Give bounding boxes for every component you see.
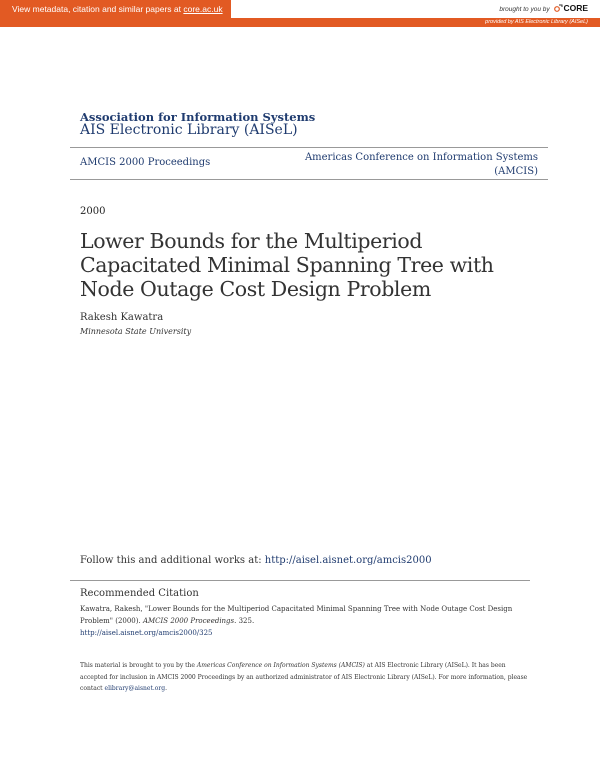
citation-journal: AMCIS 2000 Proceedings: [142, 617, 235, 625]
follow-link[interactable]: http://aisel.aisnet.org/amcis2000: [264, 555, 432, 566]
core-link-domain[interactable]: core.ac.uk: [183, 4, 223, 14]
association-name[interactable]: Association for Information Systems: [80, 110, 316, 124]
citation-heading: Recommended Citation: [80, 588, 199, 599]
divider-citation: [70, 580, 530, 581]
core-provided-bar: [0, 18, 600, 27]
notice-venue: Americas Conference on Information Systems (AMCIS): [196, 662, 365, 669]
conference-line-1: Americas Conference on Information Systems: [304, 152, 538, 163]
core-banner: [0, 0, 600, 18]
brought-by-text: brought to you by: [499, 6, 550, 13]
notice-part-2: at AIS Electronic Library (AISeL). It has been accepted for inclusion in AMCIS 2000 Proceedings by an authorized administrator of AIS Electronic Library (AISeL). For more information, please contact: [80, 662, 528, 692]
paper-title: Lower Bounds for the Multiperiod Capacitated Minimal Spanning Tree with Node Outage Cost Design Problem: [80, 229, 494, 301]
core-link-prefix: View metadata, citation and similar papers at: [12, 4, 184, 14]
author-name: Rakesh Kawatra: [80, 312, 164, 323]
conference-line-2: (AMCIS): [494, 166, 538, 177]
core-provided-text: provided by AIS Electronic Library (AISeL): [485, 19, 588, 25]
contact-email-link[interactable]: elibrary@aisnet.org: [104, 685, 166, 692]
citation-text: Kawatra, Rakesh, "Lower Bounds for the Multiperiod Capacitated Minimal Spanning Tree with Node Outage Cost Design Problem" (2000).: [80, 605, 513, 625]
divider-bottom: [70, 179, 548, 180]
citation-pages: . 325.: [234, 617, 255, 625]
proceedings-link[interactable]: AMCIS 2000 Proceedings: [80, 157, 211, 168]
core-logo-text: CORE: [563, 3, 588, 13]
author-affiliation: Minnesota State University: [80, 327, 192, 336]
citation-body: [80, 603, 530, 639]
library-name[interactable]: AIS Electronic Library (AISeL): [80, 122, 298, 138]
notice-part-3: .: [165, 685, 167, 692]
divider-top: [70, 147, 548, 148]
core-brought-by: [499, 3, 588, 13]
citation-link[interactable]: http://aisel.aisnet.org/amcis2000/325: [80, 629, 213, 637]
notice-part-1: This material is brought to you by the: [80, 662, 197, 669]
follow-text: Follow this and additional works at:: [80, 555, 265, 566]
paper-year: 2000: [80, 206, 106, 217]
conference-link[interactable]: [298, 151, 538, 179]
repository-notice: [80, 660, 535, 695]
core-metadata-link[interactable]: [0, 0, 231, 18]
follow-line: [80, 555, 432, 566]
core-logo[interactable]: [554, 3, 588, 13]
